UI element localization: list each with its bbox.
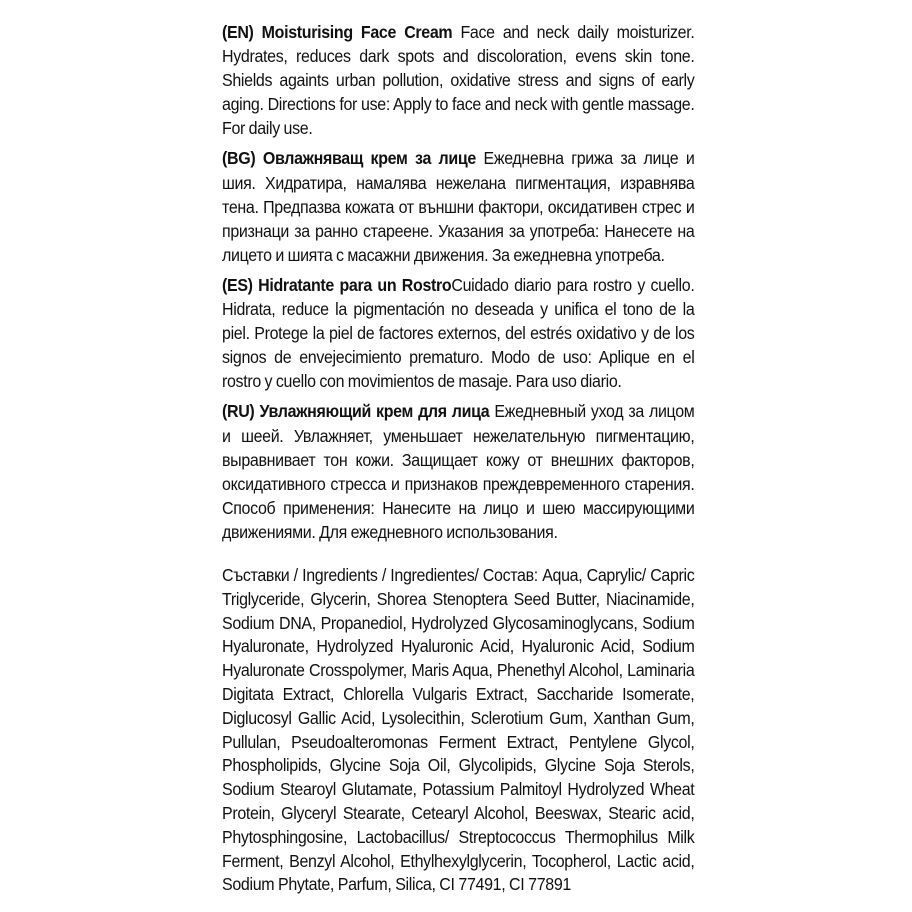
product-label-text: [222, 20, 694, 897]
section-es-body: Cuidado diario para rostro y cuello. Hidrata, reduce la pigmentación no deseada y unifica el tono de la piel. Protege la piel de factores externos, del estrés oxidativo y de los signos de envejecimiento prematuro. Modo de uso: Aplique en el rostro y cuello con movimientos de masaje. Para uso diario.: [222, 274, 695, 392]
section-en-heading: (EN) Moisturising Face Cream: [222, 22, 453, 42]
section-es: [222, 273, 694, 393]
section-ru-heading: (RU) Увлажняющий крем для лица: [222, 401, 490, 422]
section-ru: [222, 399, 694, 544]
section-es-heading: (ES) Hidratante para un Rostro: [222, 274, 452, 295]
section-bg-heading: (BG) Овлажняващ крем за лице: [222, 148, 476, 169]
section-bg: [222, 146, 694, 266]
section-bg-body: Ежедневна грижа за лице и шия. Хидратира, намалява нежелана пигментация, изравнява тена. Предпазва кожата от външни фактори, оксидативен стрес и признаци за ранно стареене. Указания за употреба: Нанесете на лицето и шията с масажни движения. За ежедневна употреба.: [222, 148, 695, 265]
section-en-body: Face and neck daily moisturizer. Hydrates, reduces dark spots and discoloration, evens skin tone. Shields againts urban pollution, oxidative stress and signs of early aging. Directions for use: Apply to face and neck with gentle massage. For daily use.: [222, 22, 695, 139]
section-en: [222, 20, 694, 140]
section-ru-body: Ежедневный уход за лицом и шеей. Увлажняет, уменьшает нежелательную пигментацию, выравнивает тон кожи. Защищает кожу от внешних факторов, оксидативного стресса и признаков преждевременного старения. Способ применения: Нанесите на лицо и шею массирующими движениями. Для ежедневного использования.: [222, 401, 695, 542]
ingredients-list: Съставки / Ingredients / Ingredientes/ Состав: Aqua, Caprylic/ Capric Triglyceride, Glycerin, Shorea Stenoptera Seed Butter, Niacinamide, Sodium DNA, Propanediol, Hydrolyzed Glycosaminoglycans, Sodium Hyaluronate, Hydrolyzed Hyaluronic Acid, Hyaluronic Acid, Sodium Hyaluronate Crosspolymer, Maris Aqua, Phenethyl Alcohol, Laminaria Digitata Extract, Chlorella Vulgaris Extract, Saccharide Isomerate, Diglucosyl Gallic Acid, Lysolecithin, Sclerotium Gum, Xanthan Gum, Pullulan, Pseudoalteromonas Ferment Extract, Pentylene Glycol, Phospholipids, Glycine Soja Oil, Glycolipids, Glycine Soja Sterols, Sodium Stearoyl Glutamate, Potassium Palmitoyl Hydrolyzed Wheat Protein, Glyceryl Stearate, Cetearyl Alcohol, Beeswax, Stearic acid, Phytosphingosine, Lactobacillus/ Streptococcus Thermophilus Milk Ferment, Benzyl Alcohol, Ethylhexylglycerin, Tocopherol, Lactic acid, Sodium Phytate, Parfum, Silica, CI 77491, CI 77891: [222, 564, 695, 895]
